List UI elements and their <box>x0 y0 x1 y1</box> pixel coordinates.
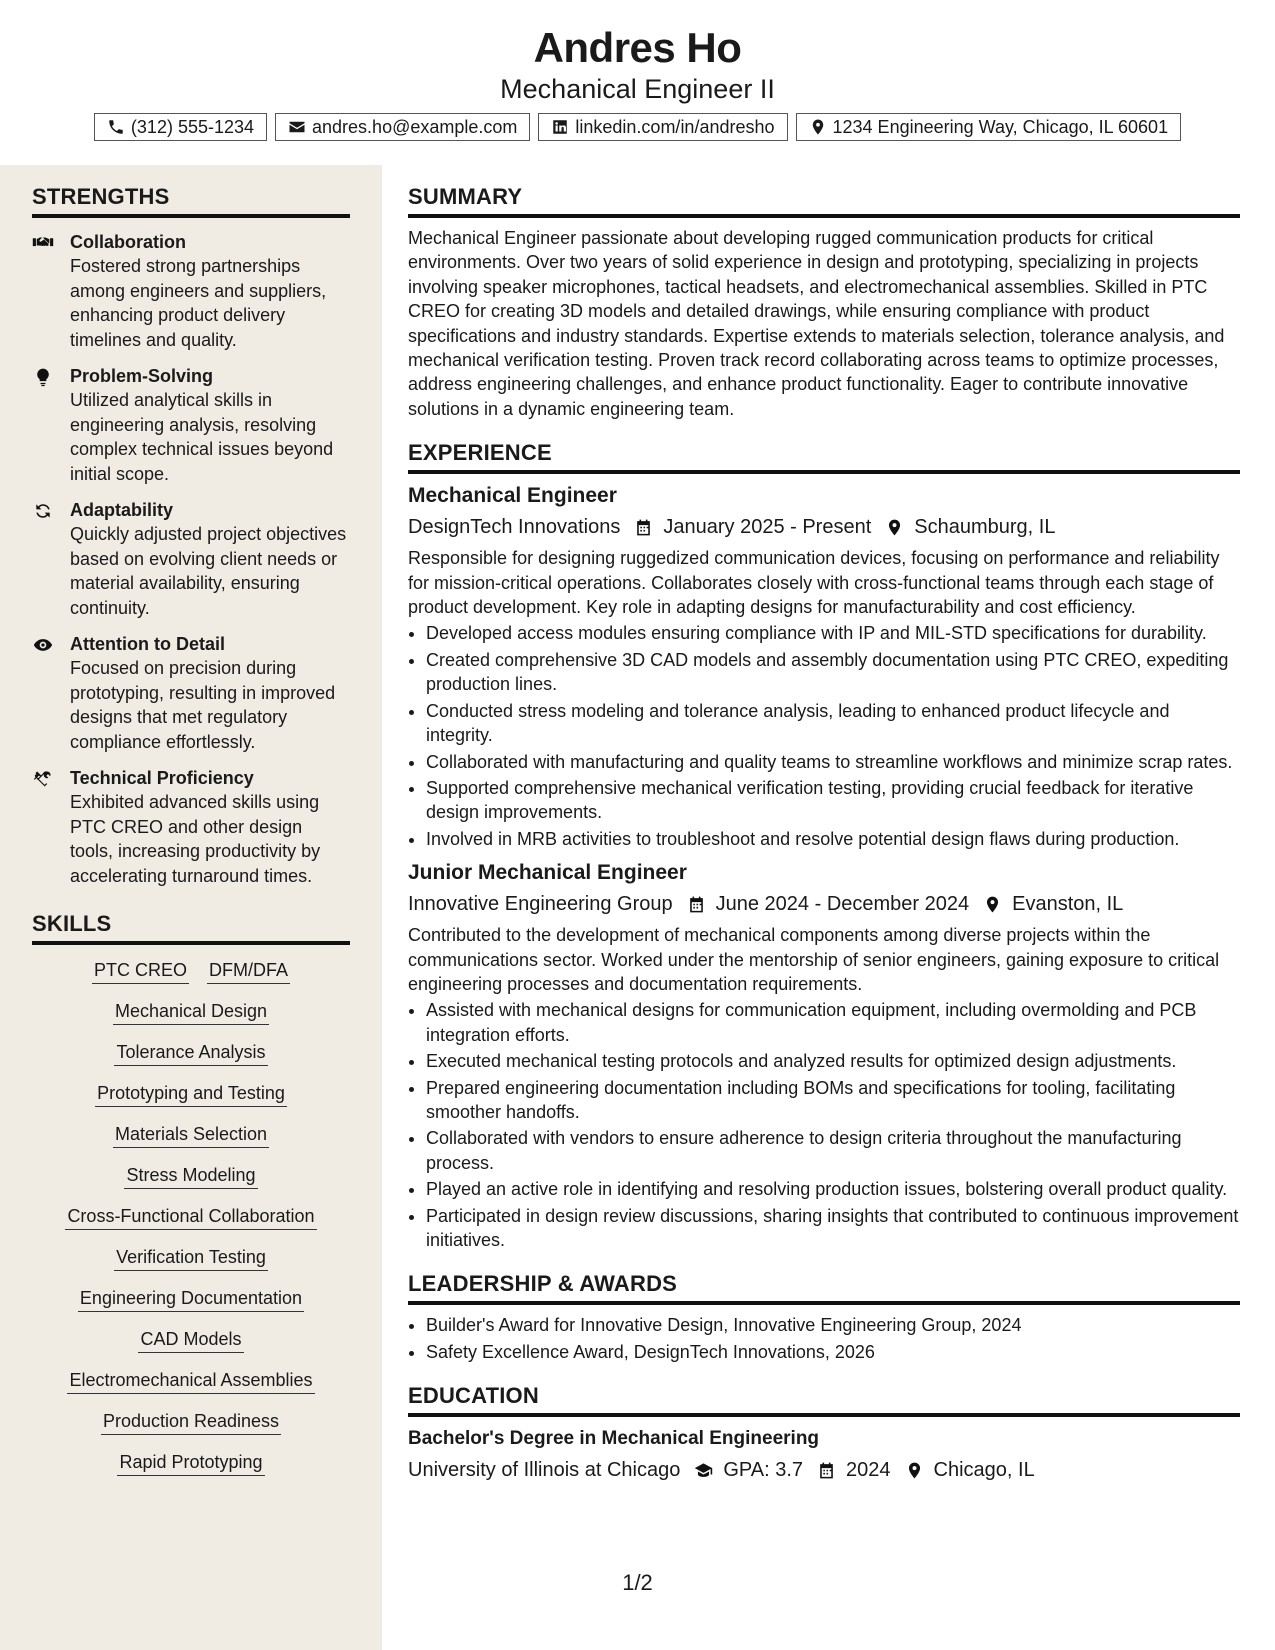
phone-text: (312) 555-1234 <box>130 117 255 137</box>
skill-tag: Mechanical Design <box>113 998 269 1025</box>
bullet-item: • Prepared engineering documentation including BOMs and specifications for tooling, facilitating smoother handoffs. <box>426 1076 1240 1125</box>
contact-row <box>0 113 1275 141</box>
gpa-text: GPA: 3.7 <box>723 1459 804 1482</box>
strength-desc: Exhibited advanced skills using PTC CREO and other design tools, increasing productivity by accelerating turnaround times. <box>70 792 321 886</box>
location-pin-icon <box>885 518 904 537</box>
strength-desc: Focused on precision during prototyping, resulting in improved designs that met regulatory compliance effortlessly. <box>70 658 336 752</box>
school-name: University of Illinois at Chicago <box>408 1459 681 1482</box>
bullet-item: • Created comprehensive 3D CAD models and assembly documentation using PTC CREO, expediting production lines. <box>426 648 1240 697</box>
skill-tag: Materials Selection <box>113 1121 269 1148</box>
linkedin-icon <box>551 118 569 136</box>
job-meta <box>408 512 1240 542</box>
eye-icon <box>32 635 54 655</box>
education-meta <box>408 1455 1240 1485</box>
award-item: • Safety Excellence Award, DesignTech Innovations, 2026 <box>426 1340 1240 1364</box>
summary-text: Mechanical Engineer passionate about developing rugged communication products for critical environments. Over two years of solid experience in design and prototyping, specializing in projects involving speaker microphones, tactical headsets, and electromechanical assemblies. Skilled in PTC CREO for creating 3D models and detailed drawings, while ensuring compliance with product specifications and industry standards. Expertise extends to materials selection, tolerance analysis, and mechanical verification testing. Proven track record collaborating across teams to optimize processes, address engineering challenges, and enhance product functionality. Eager to contribute innovative solutions in a dynamic engineering team. <box>408 228 1225 419</box>
job-location: Schaumburg, IL <box>914 516 1056 539</box>
job-description: Responsible for designing ruggedized communication devices, focusing on performance and reliability for mission-critical operations. Collaborates closely with cross-functional teams through each stage of product development. Key role in adapting designs for manufacturability and cost efficiency. <box>408 548 1220 618</box>
bullet-item: • Supported comprehensive mechanical verification testing, providing crucial feedback for iterative design improvements. <box>426 776 1240 825</box>
contact-email[interactable] <box>275 113 530 141</box>
education-location: Chicago, IL <box>933 1459 1035 1482</box>
experience-heading: EXPERIENCE <box>408 439 1240 474</box>
skill-tag: Stress Modeling <box>124 1162 257 1189</box>
strength-title: Attention to Detail <box>70 634 225 654</box>
skill-tag: DFM/DFA <box>207 957 290 984</box>
strength-title: Collaboration <box>70 232 186 252</box>
job-bullets <box>408 621 1240 851</box>
company-name: Innovative Engineering Group <box>408 893 673 916</box>
skill-tag: Engineering Documentation <box>78 1285 304 1312</box>
job-dates: June 2024 - December 2024 <box>715 893 970 916</box>
job-dates: January 2025 - Present <box>663 516 872 539</box>
left-sidebar <box>0 165 382 1650</box>
bullet-item: • Played an active role in identifying and resolving production issues, bolstering overall product quality. <box>426 1177 1240 1201</box>
refresh-icon <box>32 501 54 521</box>
envelope-icon <box>288 118 306 136</box>
skill-tag: PTC CREO <box>92 957 189 984</box>
job-title: Mechanical Engineer <box>408 484 617 508</box>
award-item: • Builder's Award for Innovative Design, Innovative Engineering Group, 2024 <box>426 1313 1240 1337</box>
resume-header <box>0 0 1275 165</box>
graduation-cap-icon <box>694 1461 713 1480</box>
graduation-year: 2024 <box>846 1459 891 1482</box>
calendar-icon <box>817 1461 836 1480</box>
skill-tag: Rapid Prototyping <box>117 1449 264 1476</box>
leadership-heading: LEADERSHIP & AWARDS <box>408 1270 1240 1305</box>
candidate-name: Andres Ho <box>533 24 742 71</box>
job-entry <box>408 482 1240 851</box>
summary-heading: SUMMARY <box>408 183 1240 218</box>
degree-title: Bachelor's Degree in Mechanical Engineering <box>408 1428 820 1450</box>
skills-heading: SKILLS <box>32 910 350 945</box>
lightbulb-icon <box>32 367 54 387</box>
strength-item <box>32 632 350 754</box>
bullet-item: • Developed access modules ensuring compliance with IP and MIL-STD specifications for durability. <box>426 621 1240 645</box>
bullet-item: • Executed mechanical testing protocols and analyzed results for optimized design adjustments. <box>426 1049 1240 1073</box>
handshake-icon <box>32 233 54 253</box>
job-description: Contributed to the development of mechanical components among diverse projects within the communications sector. Worked under the mentorship of senior engineers, gaining exposure to critical engineering processes and documentation requirements. <box>408 925 1220 994</box>
skill-tag: CAD Models <box>138 1326 243 1353</box>
job-meta <box>408 889 1240 919</box>
job-bullets <box>408 998 1240 1252</box>
calendar-icon <box>687 895 706 914</box>
company-name: DesignTech Innovations <box>408 516 621 539</box>
location-pin-icon <box>983 895 1002 914</box>
bullet-item: • Collaborated with manufacturing and quality teams to streamline workflows and minimize scrap rates. <box>426 750 1240 774</box>
email-text: andres.ho@example.com <box>312 117 518 137</box>
strength-item <box>32 498 350 620</box>
location-pin-icon <box>905 1461 924 1480</box>
contact-phone[interactable] <box>94 113 267 141</box>
strength-desc: Fostered strong partnerships among engineers and suppliers, enhancing product delivery timelines and quality. <box>70 256 327 350</box>
page-number: 1/2 <box>622 1570 653 1595</box>
skill-tag: Verification Testing <box>114 1244 268 1271</box>
tools-icon <box>32 769 54 789</box>
bullet-item: • Collaborated with vendors to ensure adherence to design criteria throughout the manufacturing process. <box>426 1126 1240 1175</box>
strength-item <box>32 230 350 352</box>
contact-linkedin[interactable] <box>538 113 787 141</box>
strength-title: Adaptability <box>70 500 174 520</box>
phone-icon <box>107 118 125 136</box>
calendar-icon <box>634 518 653 537</box>
strengths-heading: STRENGTHS <box>32 183 350 218</box>
bullet-item: • Involved in MRB activities to troubleshoot and resolve potential design flaws during production. <box>426 827 1240 851</box>
skill-tag: Prototyping and Testing <box>95 1080 287 1107</box>
strength-item <box>32 364 350 486</box>
candidate-title: Mechanical Engineer II <box>500 74 775 104</box>
skills-list <box>32 957 350 1476</box>
awards-list <box>408 1313 1240 1364</box>
skill-tag: Electromechanical Assemblies <box>67 1367 314 1394</box>
location-pin-icon <box>809 118 827 136</box>
main-content <box>408 165 1240 1489</box>
job-entry <box>408 859 1240 1252</box>
strength-desc: Utilized analytical skills in engineering analysis, resolving complex technical issues beyond initial scope. <box>70 390 334 484</box>
education-heading: EDUCATION <box>408 1382 1240 1417</box>
address-text: 1234 Engineering Way, Chicago, IL 60601 <box>832 117 1169 137</box>
strength-item <box>32 766 350 888</box>
bullet-item: • Assisted with mechanical designs for communication equipment, including overmolding and PCB integration efforts. <box>426 998 1240 1047</box>
bullet-item: • Conducted stress modeling and tolerance analysis, leading to enhanced product lifecycle and integrity. <box>426 699 1240 748</box>
job-title: Junior Mechanical Engineer <box>408 861 687 885</box>
linkedin-text: linkedin.com/in/andresho <box>575 117 775 137</box>
skill-tag: Cross-Functional Collaboration <box>65 1203 316 1230</box>
strength-title: Problem-Solving <box>70 366 214 386</box>
strength-title: Technical Proficiency <box>70 768 254 788</box>
contact-address[interactable] <box>796 113 1182 141</box>
strength-desc: Quickly adjusted project objectives based on evolving client needs or material availability, ensuring continuity. <box>70 524 347 618</box>
job-location: Evanston, IL <box>1012 893 1124 916</box>
skill-tag: Production Readiness <box>101 1408 281 1435</box>
bullet-item: • Participated in design review discussions, sharing insights that contributed to continuous improvement initiatives. <box>426 1204 1240 1253</box>
skill-tag: Tolerance Analysis <box>114 1039 267 1066</box>
